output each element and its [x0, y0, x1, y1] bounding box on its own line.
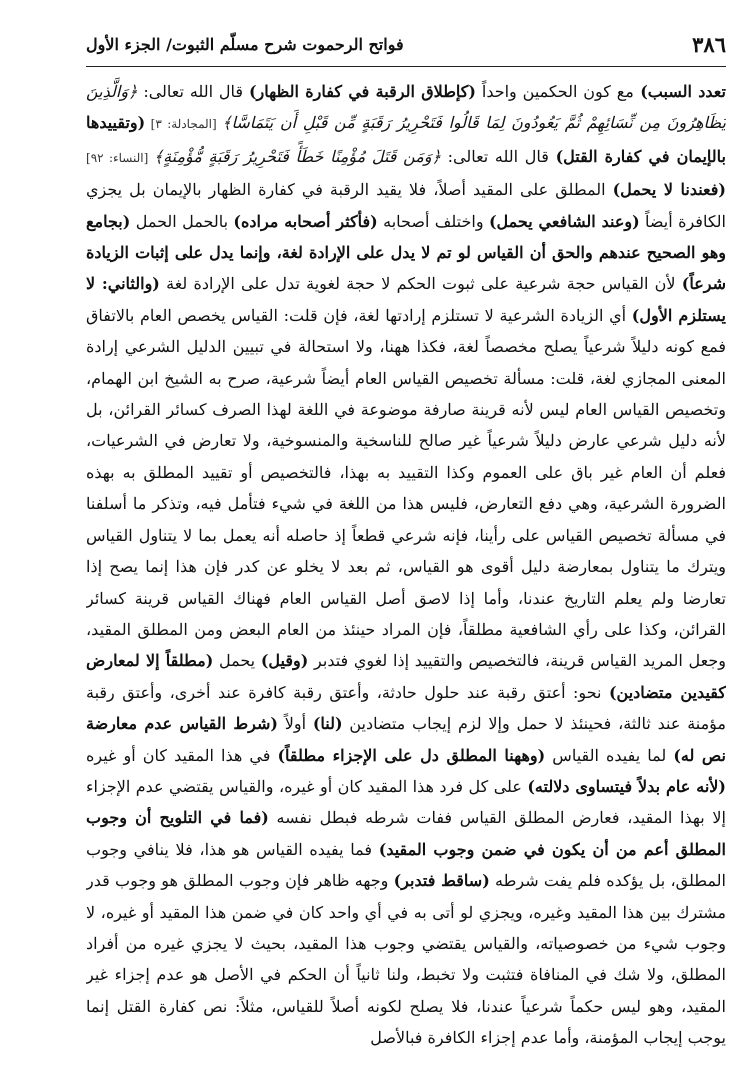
matn-text: (شرط القياس عدم معارضة نص له): [86, 714, 726, 765]
quran-verse: ﴿وَمَن قَتَلَ مُؤْمِنًا خَطَأً فَتَحْرِيرُ رَقَبَةٍ مُّؤْمِنَةٍ﴾: [153, 146, 441, 166]
text-segment: فما يفيده القياس هو هذا، فلا ينافي وجوب المطلق، بل يؤكده فلم يفت شرطه: [86, 839, 726, 891]
page-header: [86, 22, 726, 67]
text-segment: بالحمل الحمل: [130, 211, 234, 231]
matn-text: تعدد السبب): [633, 82, 726, 101]
text-segment: قال الله تعالى:: [137, 82, 249, 101]
verse-reference: [المجادلة: ٣]: [145, 117, 223, 132]
matn-text: (فأكثر أصحابه مراده): [233, 211, 378, 231]
matn-text: (وقيل): [260, 651, 309, 671]
text-segment: المطلق على المقيد أصلاً، فلا يقيد الرقبة في كفارة الظهار بالإيمان بل يجزي الكافرة أيضاً: [86, 180, 726, 231]
text-segment: في هذا المقيد كان أو غيره: [86, 745, 278, 765]
matn-text: (والثاني: لا يستلزم الأول): [86, 274, 726, 325]
matn-text: (كإطلاق الرقبة في كفارة الظهار): [248, 82, 476, 101]
page-number: ٣٨٦: [692, 31, 726, 57]
text-segment: مع كون الحكمين واحداً: [476, 82, 634, 101]
quran-verse: ﴿وَالَّذِينَ يُظَاهِرُونَ مِن نِّسَائِهِمْ ثُمَّ يَعُودُونَ لِمَا قَالُوا فَتَحْرِيرُ رَقَبَةٍ مِّن قَبْلِ أَن يَتَمَاسَّا﴾: [86, 82, 726, 133]
matn-text: (ساقط فتدبر): [393, 871, 490, 891]
text-segment: نحو: أعتق رقبة عند حلول حادثة، وأعتق رقبة كافرة عند أخرى، وأعتق رقبة مؤمنة عند ثالثة، فحينئذ لا حمل وإلا لزم إيجاب متضادين: [86, 682, 726, 734]
text-segment: يحمل: [213, 651, 261, 671]
running-title: فواتح الرحموت شرح مسلّم الثبوت/ الجزء الأول: [86, 34, 404, 54]
matn-text: (لأنه عام بدلاً فيتساوى دلالته): [527, 776, 726, 796]
matn-text: (مطلقاً إلا لمعارض كقيدين متضادين): [86, 651, 726, 702]
text-segment: لما يفيده القياس: [545, 745, 674, 765]
body-text: [86, 76, 726, 1075]
matn-text: (وههنا المطلق دل على الإجزاء مطلقاً): [277, 745, 546, 765]
matn-text: (وتقييدها بالإيمان في كفارة القتل): [86, 113, 726, 166]
matn-text: (وعند الشافعي يحمل): [488, 211, 640, 231]
matn-text: (فما في التلويح أن وجوب المطلق أعم من أن يكون في ضمن وجوب المقيد): [86, 808, 726, 859]
matn-text: (فعندنا لا يحمل): [612, 180, 726, 200]
text-segment: على كل فرد هذا المقيد كان أو غيره، والقياس يقتضي عدم الإجزاء إلا بهذا المقيد، فعارض المطلق القياس ففات شرطه فبطل نفسه: [86, 776, 726, 828]
verse-reference: [النساء: ٩٢]: [86, 150, 154, 165]
text-segment: أولاً: [277, 714, 313, 734]
text-segment: لأن القياس حجة شرعية على ثبوت الحكم لا حجة لغوية تدل على الإرادة لغة: [159, 274, 682, 294]
text-segment: واختلف أصحابه: [377, 211, 489, 231]
text-segment: قال الله تعالى:: [440, 146, 556, 166]
matn-text: (بجامع وهو الصحيح عندهم والحق أن القياس لو تم لا يدل على الإرادة لغة، وإنما يدل على إثبات الزيادة شرعاً): [86, 211, 726, 294]
text-segment: أي الزيادة الشرعية لا تستلزم إرادتها لغة، فإن قلت: القياس يخصص العام بالاتفاق فمع كونه دليلاً شرعياً يصلح مخصصاً لغة، فكذا ههنا، ولا استحالة في تبيين الدليل الشرعي إرادة المعنى المجازي لغة، قلت: مسألة تخصيص القياس العام أيضاً شرعية، صرح به الشيخ ابن الهمام، وتخصيص القياس العام ليس لأنه قرينة صارفة موضوعة في اللغة لهذا الصرف كسائر القرائن، بل لأنه دليل شرعي عارض دليلاً شرعياً غير صالح للناسخية والمنسوخية، ولا تعارض في الشرعيات، فعلم أن العام غير باق على العموم وكذا التقييد به بهذا، فالتخصيص أو تقييد المطلق به بهذه الضرورة الشرعية، وهي دفع التعارض، فليس هذا من اللغة في شيء فتأمل فيه، وتذكر ما أسلفنا في مسألة تخصيص القياس على رأينا، فإنه شرعي قطعاً إذ حاصله أنه يعمل بما لا يتناول القياس ويترك ما يتناول بمعارضة دليل أقوى هو القياس، ثم بعد لا يخلو عن كدر فإن هذا إنما يصح إذا تعارضا ولم يعلم التاريخ عندنا، وأما إذا لاصق أصل القياس العام فهناك القياس قرينة كسائر القرائن، وكذا على رأي الشافعية مطلقاً، فإن المراد حينئذ من العام البعض ومن المطلق المقيد، وجعل المريد القياس قرينة، فالتخصيص والتقييد إذا لغوي فتدبر: [86, 305, 726, 671]
text-segment: وجهه ظاهر فإن وجوب المطلق هو وجوب قدر مشترك بين هذا المقيد وغيره، ويجزي لو أتى به في أي واحد كان في ضمن هذا المقيد أو غيره، لا وجوب شيء من خصوصياته، والقياس يقتضي وجوب هذا المقيد، بحيث لا يجزي غيره من أفراد المطلق، ولا شك في المنافاة فتثبت ولا تخبط، ولنا ثانياً أن الحكم في الأصل هو عدم إجزاء غير المقيد، وهو ليس حكماً شرعياً عندنا، فلا يصلح لكونه أصلاً للقياس، مثلاً: نص كفارة القتل إنما يوجب إيجاب المؤمنة، وأما عدم إجزاء الكافرة فبالأصل: [86, 871, 726, 1048]
matn-text: (لنا): [312, 714, 343, 734]
